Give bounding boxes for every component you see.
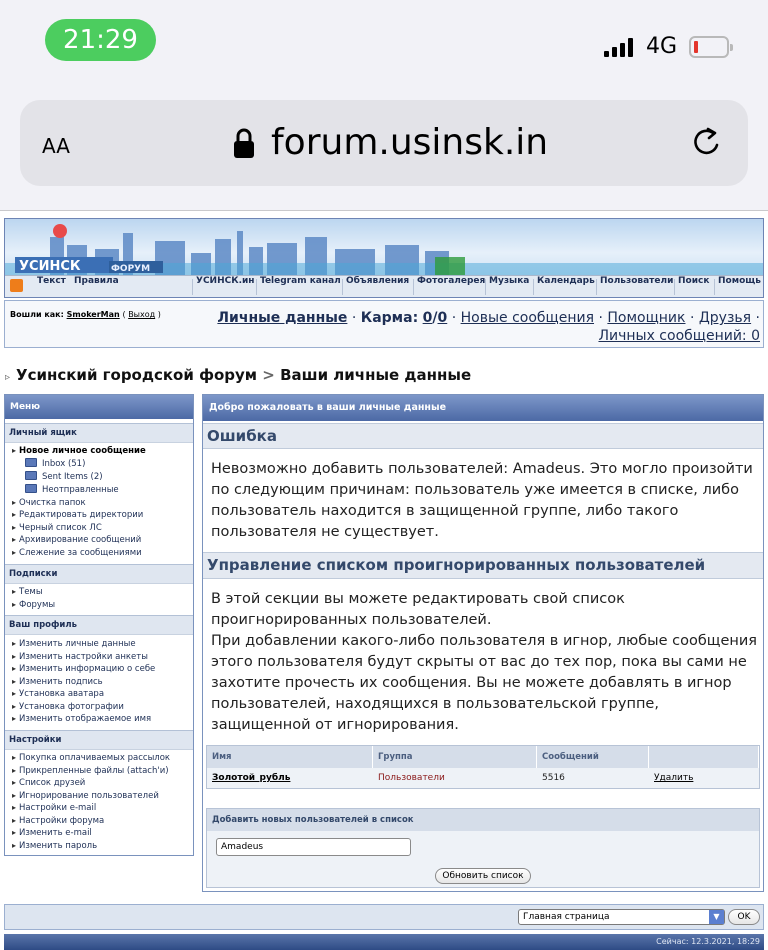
update-list-button[interactable]: Обновить список bbox=[435, 868, 531, 884]
network-label: 4G bbox=[646, 34, 678, 59]
sidebar-item[interactable]: ▸ Установка фотографии bbox=[12, 701, 124, 713]
sidebar-title: Меню bbox=[5, 395, 193, 419]
sidebar-item[interactable]: ▸ Изменить пароль bbox=[12, 840, 97, 852]
personal-data-link[interactable]: Личные данные bbox=[217, 310, 348, 326]
rss-icon[interactable] bbox=[10, 279, 23, 292]
sidebar-item[interactable]: ▸ Изменить информацию о себе bbox=[12, 663, 155, 675]
sidebar-item[interactable]: ▸ Темы bbox=[12, 586, 43, 598]
folder-unsent[interactable]: Неотправленные bbox=[25, 484, 119, 496]
sidebar-item[interactable]: ▸ Прикрепленные файлы (attach'и) bbox=[12, 765, 169, 777]
reload-icon[interactable] bbox=[688, 125, 724, 161]
sidebar-item[interactable]: ▸ Покупка оплачиваемых рассылок bbox=[12, 752, 170, 764]
sidebar-item[interactable]: ▸ Список друзей bbox=[12, 777, 85, 789]
breadcrumb: ▹ Усинский городской форум > Ваши личные данные bbox=[5, 366, 472, 384]
error-message: Невозможно добавить пользователей: Amadeus. Это могло произойти по следующим причинам: пользователь уже имеется в списке, либо пользователь находится в защищенной группе, либо такого пользователя не существует. bbox=[211, 461, 753, 540]
ignore-title: Управление списком проигнорированных пользователей bbox=[203, 552, 763, 579]
friends-link[interactable]: Друзья bbox=[698, 310, 752, 326]
nav-usinsk[interactable]: УСИНСК.ин bbox=[196, 276, 255, 286]
col-group: Группа bbox=[373, 746, 537, 768]
nav-users[interactable]: Пользователи bbox=[600, 276, 674, 286]
main-header: Добро пожаловать в ваши личные данные bbox=[203, 395, 763, 421]
karma-positive[interactable]: 0 bbox=[422, 310, 433, 326]
remove-user-link[interactable]: Удалить bbox=[649, 768, 759, 788]
sidebar-item[interactable]: ▸ Настройки форума bbox=[12, 815, 104, 827]
col-name: Имя bbox=[207, 746, 373, 768]
url-text[interactable]: forum.usinsk.in bbox=[271, 122, 549, 163]
nav-help[interactable]: Помощь bbox=[718, 276, 761, 286]
sidebar-item[interactable]: ▸ Черный список ЛС bbox=[12, 522, 102, 534]
new-messages-link[interactable]: Новые сообщения bbox=[460, 310, 595, 326]
sidebar-item[interactable]: ▸ Редактировать директории bbox=[12, 509, 143, 521]
add-users-title: Добавить новых пользователей в список bbox=[207, 809, 759, 831]
helper-link[interactable]: Помощник bbox=[607, 310, 686, 326]
nav-calendar[interactable]: Календарь bbox=[537, 276, 595, 286]
sidebar-item[interactable]: ▸ Архивирование сообщений bbox=[12, 534, 141, 546]
add-users-box bbox=[206, 808, 760, 888]
lock-icon bbox=[233, 127, 255, 159]
sidebar-item[interactable]: ▸ Изменить отображаемое имя bbox=[12, 713, 151, 725]
ignored-user-name[interactable]: Золотой_рубль bbox=[207, 768, 373, 788]
forum-banner[interactable] bbox=[5, 219, 763, 275]
signal-icon bbox=[604, 37, 634, 57]
sidebar-item[interactable]: ▸ Установка аватара bbox=[12, 688, 104, 700]
sidebar-item[interactable]: ▸ Изменить e-mail bbox=[12, 827, 92, 839]
folder-icon bbox=[25, 471, 37, 480]
nav-search[interactable]: Поиск bbox=[678, 276, 710, 286]
breadcrumb-current: Ваши личные данные bbox=[280, 366, 472, 384]
sidebar-menu bbox=[4, 394, 194, 856]
chevron-down-icon: ▼ bbox=[709, 910, 724, 924]
forum-jump-select[interactable]: Главная страница ▼ bbox=[518, 909, 725, 925]
ignore-intro: В этой секции вы можете редактировать свой список проигнорированных пользователей. bbox=[211, 591, 625, 628]
nav-music[interactable]: Музыка bbox=[489, 276, 530, 286]
folder-sent[interactable]: Sent Items (2) bbox=[25, 471, 103, 483]
section-mailbox: Личный ящик bbox=[5, 423, 193, 443]
user-links: Личные данные · Карма: 0/0 · Новые сообщения · Помощник · Друзья · Личных сообщений: 0 bbox=[217, 310, 760, 344]
sidebar-item[interactable]: ▸ Игнорирование пользователей bbox=[12, 790, 159, 802]
folder-icon bbox=[25, 484, 37, 493]
ignored-user-posts: 5516 bbox=[537, 768, 649, 788]
folder-icon bbox=[25, 458, 37, 467]
jump-ok-button[interactable]: OK bbox=[728, 909, 760, 925]
ignored-user-group: Пользователи bbox=[373, 768, 537, 788]
new-pm-link[interactable]: ▸ Новое личное сообщение bbox=[12, 445, 146, 457]
add-user-input[interactable]: Amadeus bbox=[216, 838, 411, 856]
sidebar-item[interactable]: ▸ Изменить настройки анкеты bbox=[12, 651, 148, 663]
section-profile: Ваш профиль bbox=[5, 615, 193, 635]
folder-inbox[interactable]: Inbox (51) bbox=[25, 458, 85, 470]
nav-ads[interactable]: Объявления bbox=[346, 276, 410, 286]
error-title: Ошибка bbox=[203, 423, 763, 449]
breadcrumb-forum[interactable]: Усинский городской форум bbox=[16, 366, 258, 384]
col-action bbox=[649, 746, 759, 768]
sidebar-item[interactable]: ▸ Настройки e-mail bbox=[12, 802, 96, 814]
current-time: Сейчас: 12.3.2021, 18:29 bbox=[656, 937, 760, 946]
nav-telegram[interactable]: Telegram канал bbox=[260, 276, 341, 286]
pm-count-link[interactable]: Личных сообщений: 0 bbox=[598, 328, 760, 344]
sidebar-item[interactable]: ▸ Изменить личные данные bbox=[12, 638, 136, 650]
nav-gallery[interactable]: Фотогалерея bbox=[417, 276, 486, 286]
battery-icon bbox=[689, 36, 729, 58]
karma-negative[interactable]: 0 bbox=[437, 310, 448, 326]
ignore-description: При добавлении какого-либо пользователя в игнор, любые сообщения этого пользователя будут скрыты от вас до тех пор, пока вы сами не захотите прочесть их сообщения. Вы не можете добавлять в игнор пользователей, находящихся в пользовательской группе, защищенной от игнорирования. bbox=[211, 633, 758, 733]
text-size-button[interactable]: AA bbox=[42, 134, 70, 158]
site-logo-sub: ФОРУМ bbox=[111, 264, 151, 274]
sidebar-item[interactable]: ▸ Слежение за сообщениями bbox=[12, 547, 142, 559]
ignore-table bbox=[206, 745, 760, 789]
sidebar-item[interactable]: ▸ Очистка папок bbox=[12, 497, 86, 509]
logged-in-as: Вошли как: SmokerMan ( Выход ) bbox=[10, 310, 161, 319]
col-posts: Сообщений bbox=[537, 746, 649, 768]
username-link[interactable]: SmokerMan bbox=[66, 310, 120, 319]
sidebar-item[interactable]: ▸ Изменить подпись bbox=[12, 676, 103, 688]
sidebar-item[interactable]: ▸ Форумы bbox=[12, 599, 55, 611]
site-logo-text: УСИНСК bbox=[19, 259, 81, 274]
forum-nav bbox=[5, 275, 763, 297]
clock: 21:29 bbox=[45, 19, 156, 61]
logout-link[interactable]: Выход bbox=[128, 310, 156, 319]
section-settings: Настройки bbox=[5, 730, 193, 750]
nav-rules[interactable]: Правила bbox=[74, 276, 119, 286]
section-subscriptions: Подписки bbox=[5, 564, 193, 584]
nav-text[interactable]: Текст bbox=[37, 276, 66, 286]
